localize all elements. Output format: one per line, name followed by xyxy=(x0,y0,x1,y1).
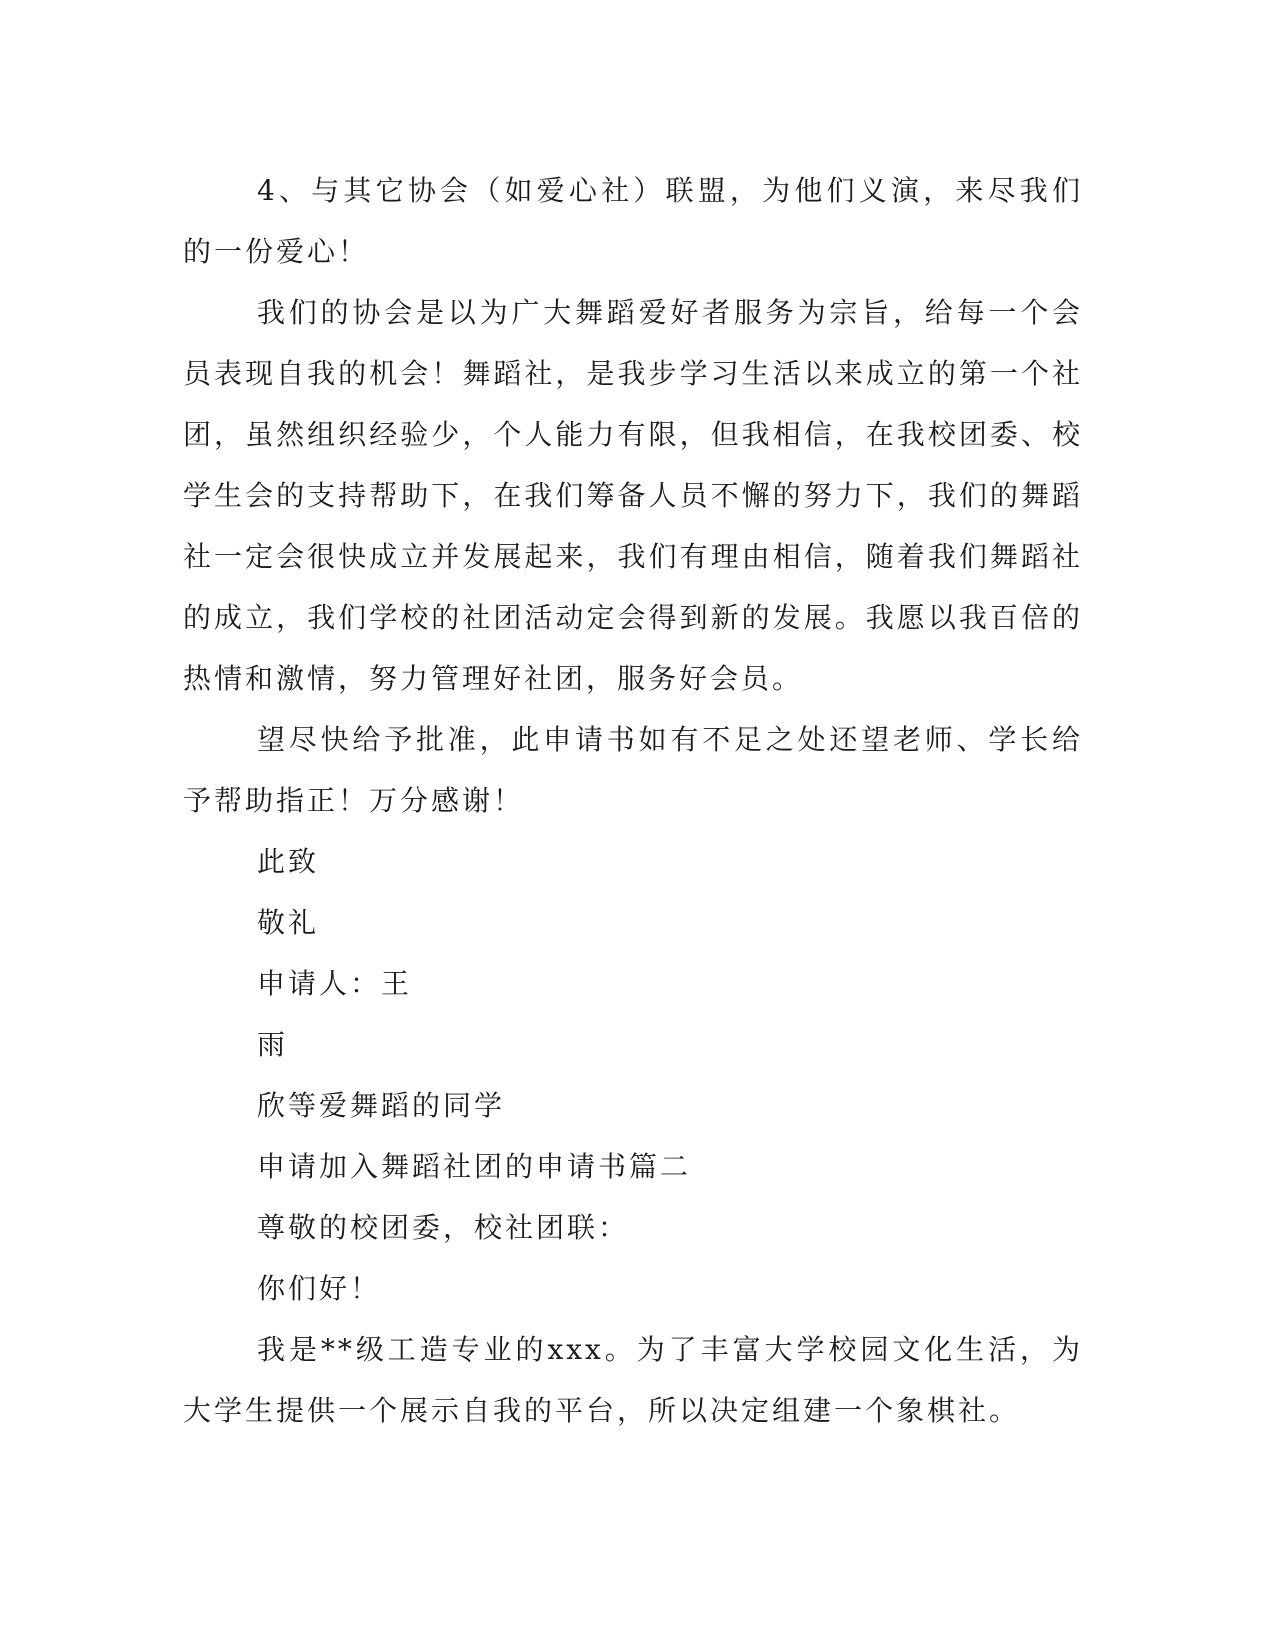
paragraph-request-approval: 望尽快给予批准，此申请书如有不足之处还望老师、学长给予帮助指正！万分感谢！ xyxy=(183,723,1083,817)
paragraph-association-purpose: 我们的协会是以为广大舞蹈爱好者服务为宗旨，给每一个会员表现自我的机会！舞蹈社，是我步学习生活以来成立的第一个社团，虽然组织经验少，个人能力有限，但我相信，在我校团委、校学生会的支持帮助下，在我们筹备人员不懈的努力下，我们的舞蹈社一定会很快成立并发展起来，我们有理由相信，随着我们舞蹈社的成立，我们学校的社团活动定会得到新的发展。我愿以我百倍的热情和激情，努力管理好社团，服务好会员。 xyxy=(183,296,1083,695)
applicant-label: 申请人：王 xyxy=(257,967,413,1000)
document-body xyxy=(183,160,1083,1441)
closing-greeting: 此致 xyxy=(257,845,320,878)
applicant-name-part: 雨 xyxy=(257,1028,289,1061)
closing-salute: 敬礼 xyxy=(257,906,320,939)
paragraph-alliance: 4、与其它协会（如爱心社）联盟，为他们义演，来尽我们的一份爱心！ xyxy=(183,174,1083,268)
section-title: 申请加入舞蹈社团的申请书篇二 xyxy=(257,1150,692,1183)
salutation: 尊敬的校团委，校社团联： xyxy=(257,1211,630,1244)
paragraph-introduction: 我是**级工造专业的xxx。为了丰富大学校园文化生活，为大学生提供一个展示自我的平台，所以决定组建一个象棋社。 xyxy=(183,1333,1083,1427)
greeting: 你们好！ xyxy=(257,1272,382,1305)
applicant-name-rest: 欣等爱舞蹈的同学 xyxy=(257,1089,506,1122)
